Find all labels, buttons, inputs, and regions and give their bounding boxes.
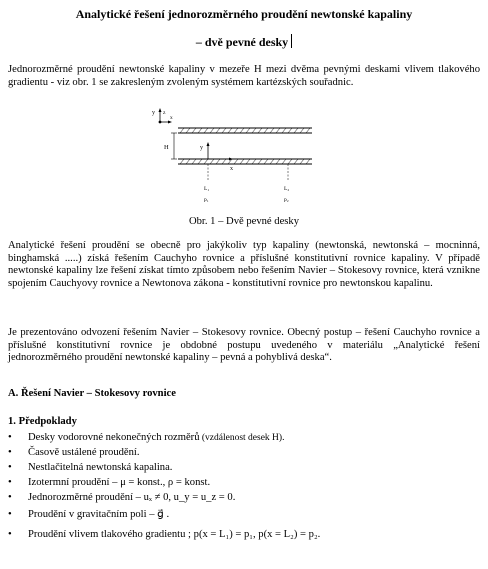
section-heading-A: A. Řešení Navier – Stokesovy rovnice: [8, 388, 176, 399]
document-title: Analytické řešení jednorozměrného proudění newtonské kapaliny: [75, 7, 413, 21]
list-item-text: Desky vodorovné nekonečných rozměrů: [28, 432, 200, 443]
list-item-text: Nestlačitelná newtonská kapalina.: [28, 462, 173, 473]
list-item-text: Izotermní proudění – μ = konst., ρ = konst.: [28, 477, 211, 488]
bullet-icon: •: [8, 432, 12, 443]
bottom-plate: [178, 159, 312, 164]
flow-y-label: y: [200, 145, 203, 151]
list-item: [8, 475, 480, 490]
bullet-icon: •: [8, 492, 12, 503]
list-item: [8, 525, 480, 545]
list-item-text: Proudění vlivem tlakového gradientu ; p(x = L₁) = p₁, p(x = L₂) = p₂.: [28, 529, 321, 540]
axis-triad: [152, 108, 173, 124]
list-item: [8, 430, 480, 445]
assumptions-list: [8, 430, 480, 545]
list-item-note: (vzdálenost desek H).: [199, 433, 285, 443]
gap-dimension: [164, 133, 177, 159]
marker-p1: p₁: [204, 197, 209, 203]
list-item-text: Proudění v gravitačním poli – g⃗ .: [28, 509, 170, 520]
top-plate: [178, 128, 312, 133]
flow-x-label: x: [230, 166, 233, 172]
bullet-icon: •: [8, 529, 12, 540]
two-plates-figure: [150, 106, 320, 210]
document-subtitle: [0, 34, 488, 49]
list-item-text: Časově ustálené proudění.: [28, 447, 140, 458]
section-markers: [204, 164, 289, 203]
bullet-icon: •: [8, 509, 12, 520]
bullet-icon: •: [8, 477, 12, 488]
bullet-icon: •: [8, 462, 12, 473]
figure-caption: Obr. 1 – Dvě pevné desky: [188, 216, 300, 227]
bullet-icon: •: [8, 447, 12, 458]
triad-z-label: z: [163, 110, 166, 116]
subsection-heading-assumptions: 1. Předpoklady: [8, 416, 77, 427]
gap-label-H: H: [164, 144, 169, 151]
marker-L2: L₂: [284, 186, 290, 192]
analysis-paragraph: Analytické řešení proudění se obecně pro jakýkoliv typ kapaliny (newtonská, newtonská – mocninná, binghamská .....) získá řešením Cauchyho rovnice a příslušné konstitutivní rovnice kapaliny. V případě newtonské kapaliny lze řešení získat tímto způsobem nebo řešením Navier – Stokesovy rovnice, která vznikne spojením Cauchyovy rovnice a Newtonova zákona - konstitutivní rovnice pro newtonskou kapalinu.: [8, 240, 480, 289]
list-item: [8, 460, 480, 475]
intro-paragraph: Jednorozměrné proudění newtonské kapaliny v mezeře H mezi dvěma pevnými deskami vlivem tlakového gradientu - viz obr. 1 se zakresleným zvoleným systémem kartézských souřadnic.: [8, 64, 480, 88]
flow-axes: [200, 142, 233, 172]
list-item: [8, 445, 480, 460]
list-item: [8, 490, 480, 505]
text-cursor: [291, 34, 292, 48]
triad-y-label: y: [152, 110, 155, 116]
method-paragraph: Je prezentováno odvození řešením Navier – Stokesovy rovnice. Obecný postup – řešení Cauchyho rovnice a příslušné konstitutivní rovnice je obdobné postupu uvedeného v materiálu „Analytické řešení jednorozměrného proudění newtonské kapaliny – pevná a pohyblivá deska“.: [8, 327, 480, 364]
list-item: [8, 505, 480, 525]
triad-x-label: x: [170, 115, 173, 121]
marker-L1: L₁: [204, 186, 210, 192]
subtitle-text: – dvě pevné desky: [195, 35, 289, 49]
list-item-text: Jednorozměrné proudění – uₓ ≠ 0, u_y = u_z = 0.: [28, 492, 236, 503]
marker-p2: p₂: [284, 197, 289, 203]
